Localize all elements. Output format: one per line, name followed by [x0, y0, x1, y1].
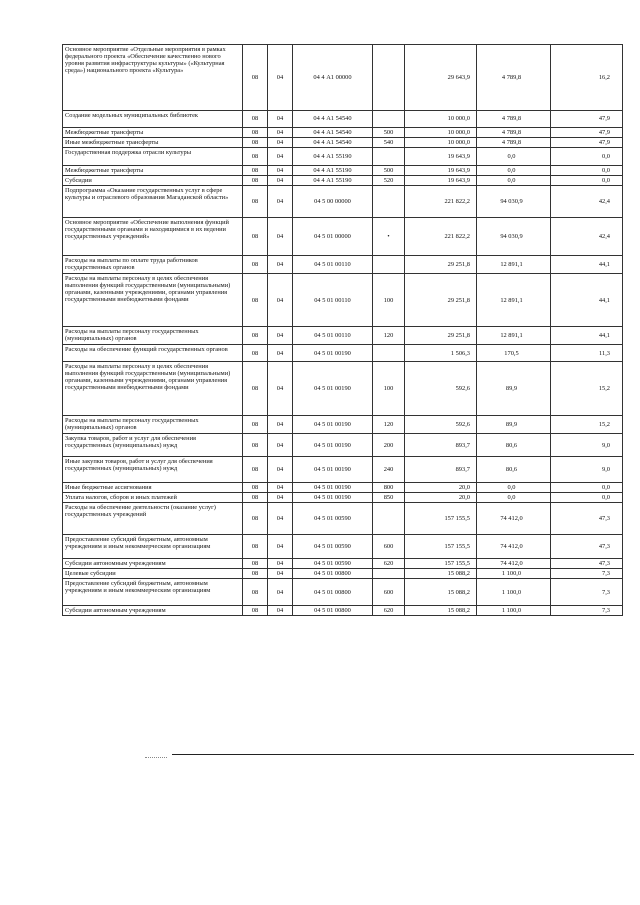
cell-subsection: 04: [268, 345, 293, 362]
cell-executed: 80,6: [477, 434, 551, 457]
cell-executed: 0,0: [477, 166, 551, 176]
table-body: [63, 45, 623, 616]
cell-name: Расходы на выплаты персоналу в целях обеспечения выполнения функций государственными (муниципальными) органами, казенными учреждениями, органами управления государственными внебюджетными фондами: [63, 362, 243, 416]
cell-executed: 80,6: [477, 457, 551, 483]
cell-name: Расходы на обеспечение деятельности (оказание услуг) государственных учреждений: [63, 503, 243, 535]
cell-section: 08: [243, 493, 268, 503]
cell-subsection: 04: [268, 274, 293, 327]
cell-expense-type: 540: [373, 138, 405, 148]
table-row: [63, 218, 623, 256]
cell-subsection: 04: [268, 176, 293, 186]
table-row: [63, 503, 623, 535]
cell-name: Предоставление субсидий бюджетным, автономным учреждениям и иным некоммерческим организациям: [63, 579, 243, 606]
cell-planned: 157 155,5: [405, 559, 477, 569]
cell-percent: 7,3: [551, 569, 623, 579]
cell-planned: 29 643,9: [405, 45, 477, 111]
cell-expense-type: 100: [373, 362, 405, 416]
cell-target-article: 04 4 А1 55190: [293, 148, 373, 166]
cell-subsection: 04: [268, 362, 293, 416]
cell-section: 08: [243, 327, 268, 345]
cell-executed: 12 891,1: [477, 256, 551, 274]
cell-name: Закупка товаров, работ и услуг для обеспечения государственных (муниципальных) нужд: [63, 434, 243, 457]
cell-percent: 47,9: [551, 138, 623, 148]
cell-executed: 0,0: [477, 176, 551, 186]
cell-name: Иные бюджетные ассигнования: [63, 483, 243, 493]
cell-section: 08: [243, 535, 268, 559]
cell-name: Межбюджетные трансферты: [63, 128, 243, 138]
cell-name: Межбюджетные трансферты: [63, 166, 243, 176]
cell-subsection: 04: [268, 45, 293, 111]
table-row: [63, 559, 623, 569]
cell-target-article: 04 5 01 00190: [293, 434, 373, 457]
cell-expense-type: 120: [373, 327, 405, 345]
page-bottom-rule: [172, 754, 634, 755]
cell-subsection: 04: [268, 138, 293, 148]
cell-planned: 592,6: [405, 416, 477, 434]
cell-expense-type: 500: [373, 128, 405, 138]
cell-section: 08: [243, 416, 268, 434]
cell-section: 08: [243, 362, 268, 416]
table-row: [63, 535, 623, 559]
cell-name: Субсидии: [63, 176, 243, 186]
cell-expense-type: 240: [373, 457, 405, 483]
cell-planned: 893,7: [405, 434, 477, 457]
cell-executed: 0,0: [477, 148, 551, 166]
cell-expense-type: 600: [373, 535, 405, 559]
cell-expense-type: 100: [373, 274, 405, 327]
cell-target-article: 04 4 А1 55190: [293, 166, 373, 176]
cell-executed: 12 891,1: [477, 327, 551, 345]
cell-expense-type: [373, 345, 405, 362]
budget-table: [62, 44, 623, 616]
table-row: [63, 176, 623, 186]
cell-planned: 19 643,9: [405, 176, 477, 186]
cell-executed: 170,5: [477, 345, 551, 362]
cell-section: 08: [243, 483, 268, 493]
cell-subsection: 04: [268, 559, 293, 569]
cell-planned: 19 643,9: [405, 148, 477, 166]
cell-subsection: 04: [268, 606, 293, 616]
cell-target-article: 04 5 01 00590: [293, 559, 373, 569]
cell-section: 08: [243, 218, 268, 256]
table-row: [63, 327, 623, 345]
cell-planned: 893,7: [405, 457, 477, 483]
cell-percent: 42,4: [551, 218, 623, 256]
cell-planned: 221 822,2: [405, 218, 477, 256]
cell-subsection: 04: [268, 166, 293, 176]
table-row: [63, 345, 623, 362]
cell-subsection: 04: [268, 111, 293, 128]
cell-planned: 20,0: [405, 493, 477, 503]
cell-percent: 15,2: [551, 416, 623, 434]
table-row: [63, 111, 623, 128]
table-row: [63, 138, 623, 148]
table-row: [63, 148, 623, 166]
cell-target-article: 04 5 01 00190: [293, 416, 373, 434]
cell-section: 08: [243, 274, 268, 327]
cell-executed: 74 412,0: [477, 535, 551, 559]
cell-target-article: 04 4 А1 54540: [293, 138, 373, 148]
cell-expense-type: 500: [373, 166, 405, 176]
cell-name: Расходы на обеспечение функций государственных органов: [63, 345, 243, 362]
cell-name: Основное мероприятие «Обеспечение выполнения функций государственными органами и находящимися в их ведении государственных учреждений»: [63, 218, 243, 256]
cell-target-article: 04 5 01 00110: [293, 256, 373, 274]
cell-planned: 29 251,8: [405, 274, 477, 327]
cell-percent: 44,1: [551, 274, 623, 327]
cell-target-article: 04 5 01 00800: [293, 569, 373, 579]
cell-subsection: 04: [268, 256, 293, 274]
cell-target-article: 04 5 01 00800: [293, 606, 373, 616]
cell-name: Предоставление субсидий бюджетным, автономным учреждениям и иным некоммерческим организациям: [63, 535, 243, 559]
cell-executed: 74 412,0: [477, 559, 551, 569]
cell-expense-type: 520: [373, 176, 405, 186]
cell-target-article: 04 5 01 00000: [293, 218, 373, 256]
cell-section: 08: [243, 606, 268, 616]
cell-expense-type: 850: [373, 493, 405, 503]
cell-percent: 47,9: [551, 111, 623, 128]
cell-name: Уплата налогов, сборов и иных платежей: [63, 493, 243, 503]
cell-name: Целевые субсидии: [63, 569, 243, 579]
cell-planned: 29 251,8: [405, 327, 477, 345]
table-row: [63, 579, 623, 606]
cell-planned: 20,0: [405, 483, 477, 493]
cell-name: Субсидии автономным учреждениям: [63, 559, 243, 569]
cell-expense-type: 800: [373, 483, 405, 493]
cell-target-article: 04 5 01 00110: [293, 274, 373, 327]
page-fold-mark: [145, 757, 167, 758]
cell-section: 08: [243, 345, 268, 362]
cell-expense-type: 200: [373, 434, 405, 457]
cell-subsection: 04: [268, 186, 293, 218]
cell-percent: 7,3: [551, 606, 623, 616]
cell-expense-type: [373, 186, 405, 218]
cell-executed: 94 030,9: [477, 186, 551, 218]
cell-executed: 0,0: [477, 493, 551, 503]
cell-name: Основное мероприятие «Отдельные мероприятия в рамках федерального проекта «Обеспечение качественно нового уровня развития инфраструктуры культуры» («Культурная среда») национального проекта «Культура»: [63, 45, 243, 111]
cell-expense-type: 620: [373, 559, 405, 569]
cell-subsection: 04: [268, 327, 293, 345]
cell-percent: 42,4: [551, 186, 623, 218]
cell-target-article: 04 5 01 00110: [293, 327, 373, 345]
cell-target-article: 04 5 01 00590: [293, 535, 373, 559]
table-row: [63, 256, 623, 274]
cell-percent: 47,9: [551, 128, 623, 138]
cell-executed: 94 030,9: [477, 218, 551, 256]
cell-section: 08: [243, 148, 268, 166]
cell-percent: 16,2: [551, 45, 623, 111]
cell-percent: 7,3: [551, 579, 623, 606]
cell-section: 08: [243, 457, 268, 483]
table-row: [63, 493, 623, 503]
cell-executed: 1 100,0: [477, 569, 551, 579]
cell-executed: 89,9: [477, 362, 551, 416]
cell-executed: 74 412,0: [477, 503, 551, 535]
cell-target-article: 04 5 01 00590: [293, 503, 373, 535]
cell-planned: 15 088,2: [405, 579, 477, 606]
cell-percent: 0,0: [551, 166, 623, 176]
cell-target-article: 04 5 01 00190: [293, 457, 373, 483]
cell-subsection: 04: [268, 483, 293, 493]
cell-section: 08: [243, 186, 268, 218]
cell-section: 08: [243, 559, 268, 569]
table-row: [63, 569, 623, 579]
table-row: [63, 45, 623, 111]
table-row: [63, 166, 623, 176]
cell-planned: 29 251,8: [405, 256, 477, 274]
cell-percent: 0,0: [551, 176, 623, 186]
cell-section: 08: [243, 569, 268, 579]
cell-percent: 47,3: [551, 503, 623, 535]
cell-target-article: 04 5 01 00190: [293, 483, 373, 493]
table-row: [63, 186, 623, 218]
cell-executed: 89,9: [477, 416, 551, 434]
cell-expense-type: [373, 503, 405, 535]
cell-planned: 1 506,3: [405, 345, 477, 362]
cell-expense-type: [373, 111, 405, 128]
cell-planned: 221 822,2: [405, 186, 477, 218]
cell-planned: 15 088,2: [405, 606, 477, 616]
cell-name: Расходы на выплаты по оплате труда работников государственных органов: [63, 256, 243, 274]
cell-percent: 47,3: [551, 559, 623, 569]
cell-percent: 0,0: [551, 493, 623, 503]
cell-subsection: 04: [268, 579, 293, 606]
cell-section: 08: [243, 176, 268, 186]
cell-section: 08: [243, 138, 268, 148]
cell-target-article: 04 5 01 00190: [293, 362, 373, 416]
cell-target-article: 04 5 01 00190: [293, 345, 373, 362]
table-row: [63, 457, 623, 483]
table-row: [63, 483, 623, 493]
cell-subsection: 04: [268, 535, 293, 559]
cell-name: Создание модельных муниципальных библиотек: [63, 111, 243, 128]
cell-planned: 10 000,0: [405, 128, 477, 138]
cell-target-article: 04 4 А1 00000: [293, 45, 373, 111]
cell-percent: 9,0: [551, 457, 623, 483]
cell-executed: 1 100,0: [477, 606, 551, 616]
table-row: [63, 128, 623, 138]
cell-percent: 15,2: [551, 362, 623, 416]
cell-percent: 9,0: [551, 434, 623, 457]
cell-planned: 157 155,5: [405, 503, 477, 535]
table-row: [63, 434, 623, 457]
cell-section: 08: [243, 166, 268, 176]
cell-subsection: 04: [268, 569, 293, 579]
cell-executed: 4 789,8: [477, 138, 551, 148]
cell-planned: 15 088,2: [405, 569, 477, 579]
cell-subsection: 04: [268, 416, 293, 434]
cell-executed: 12 891,1: [477, 274, 551, 327]
cell-percent: 44,1: [551, 327, 623, 345]
cell-expense-type: 620: [373, 606, 405, 616]
cell-executed: 0,0: [477, 483, 551, 493]
cell-section: 08: [243, 503, 268, 535]
cell-percent: 0,0: [551, 483, 623, 493]
cell-target-article: 04 5 01 00190: [293, 493, 373, 503]
cell-planned: 157 155,5: [405, 535, 477, 559]
cell-name: Расходы на выплаты персоналу государственных (муниципальных) органов: [63, 327, 243, 345]
cell-section: 08: [243, 45, 268, 111]
cell-percent: 47,3: [551, 535, 623, 559]
cell-subsection: 04: [268, 457, 293, 483]
cell-expense-type: [373, 256, 405, 274]
cell-expense-type: 600: [373, 579, 405, 606]
cell-name: Расходы на выплаты персоналу в целях обеспечения выполнения функций государственными (муниципальными) органами, казенными учреждениями, органами управления государственными внебюджетными фондами: [63, 274, 243, 327]
cell-subsection: 04: [268, 148, 293, 166]
cell-percent: 44,1: [551, 256, 623, 274]
cell-executed: 1 100,0: [477, 579, 551, 606]
table-row: [63, 362, 623, 416]
cell-executed: 4 789,8: [477, 45, 551, 111]
cell-section: 08: [243, 579, 268, 606]
cell-executed: 4 789,8: [477, 128, 551, 138]
table-row: [63, 416, 623, 434]
table-row: [63, 606, 623, 616]
cell-executed: 4 789,8: [477, 111, 551, 128]
cell-name: Подпрограмма «Оказание государственных услуг в сфере культуры и отраслевого образования Магаданской области»: [63, 186, 243, 218]
cell-expense-type: 120: [373, 416, 405, 434]
table-row: [63, 274, 623, 327]
cell-planned: 10 000,0: [405, 111, 477, 128]
cell-subsection: 04: [268, 503, 293, 535]
cell-section: 08: [243, 434, 268, 457]
cell-percent: 11,3: [551, 345, 623, 362]
cell-subsection: 04: [268, 128, 293, 138]
cell-subsection: 04: [268, 493, 293, 503]
cell-target-article: 04 4 А1 54540: [293, 111, 373, 128]
cell-subsection: 04: [268, 434, 293, 457]
cell-percent: 0,0: [551, 148, 623, 166]
cell-name: Иные закупки товаров, работ и услуг для обеспечения государственных (муниципальных) нужд: [63, 457, 243, 483]
cell-name: Иные межбюджетные трансферты: [63, 138, 243, 148]
cell-expense-type: [373, 148, 405, 166]
cell-section: 08: [243, 256, 268, 274]
cell-name: Расходы на выплаты персоналу государственных (муниципальных) органов: [63, 416, 243, 434]
cell-section: 08: [243, 128, 268, 138]
cell-expense-type: •: [373, 218, 405, 256]
cell-target-article: 04 5 01 00800: [293, 579, 373, 606]
cell-expense-type: [373, 45, 405, 111]
cell-section: 08: [243, 111, 268, 128]
cell-name: Государственная поддержка отрасли культуры: [63, 148, 243, 166]
cell-planned: 592,6: [405, 362, 477, 416]
cell-target-article: 04 4 А1 55190: [293, 176, 373, 186]
cell-expense-type: [373, 569, 405, 579]
cell-name: Субсидии автономным учреждениям: [63, 606, 243, 616]
cell-subsection: 04: [268, 218, 293, 256]
cell-planned: 10 000,0: [405, 138, 477, 148]
cell-target-article: 04 5 00 00000: [293, 186, 373, 218]
cell-target-article: 04 4 А1 54540: [293, 128, 373, 138]
cell-planned: 19 643,9: [405, 166, 477, 176]
